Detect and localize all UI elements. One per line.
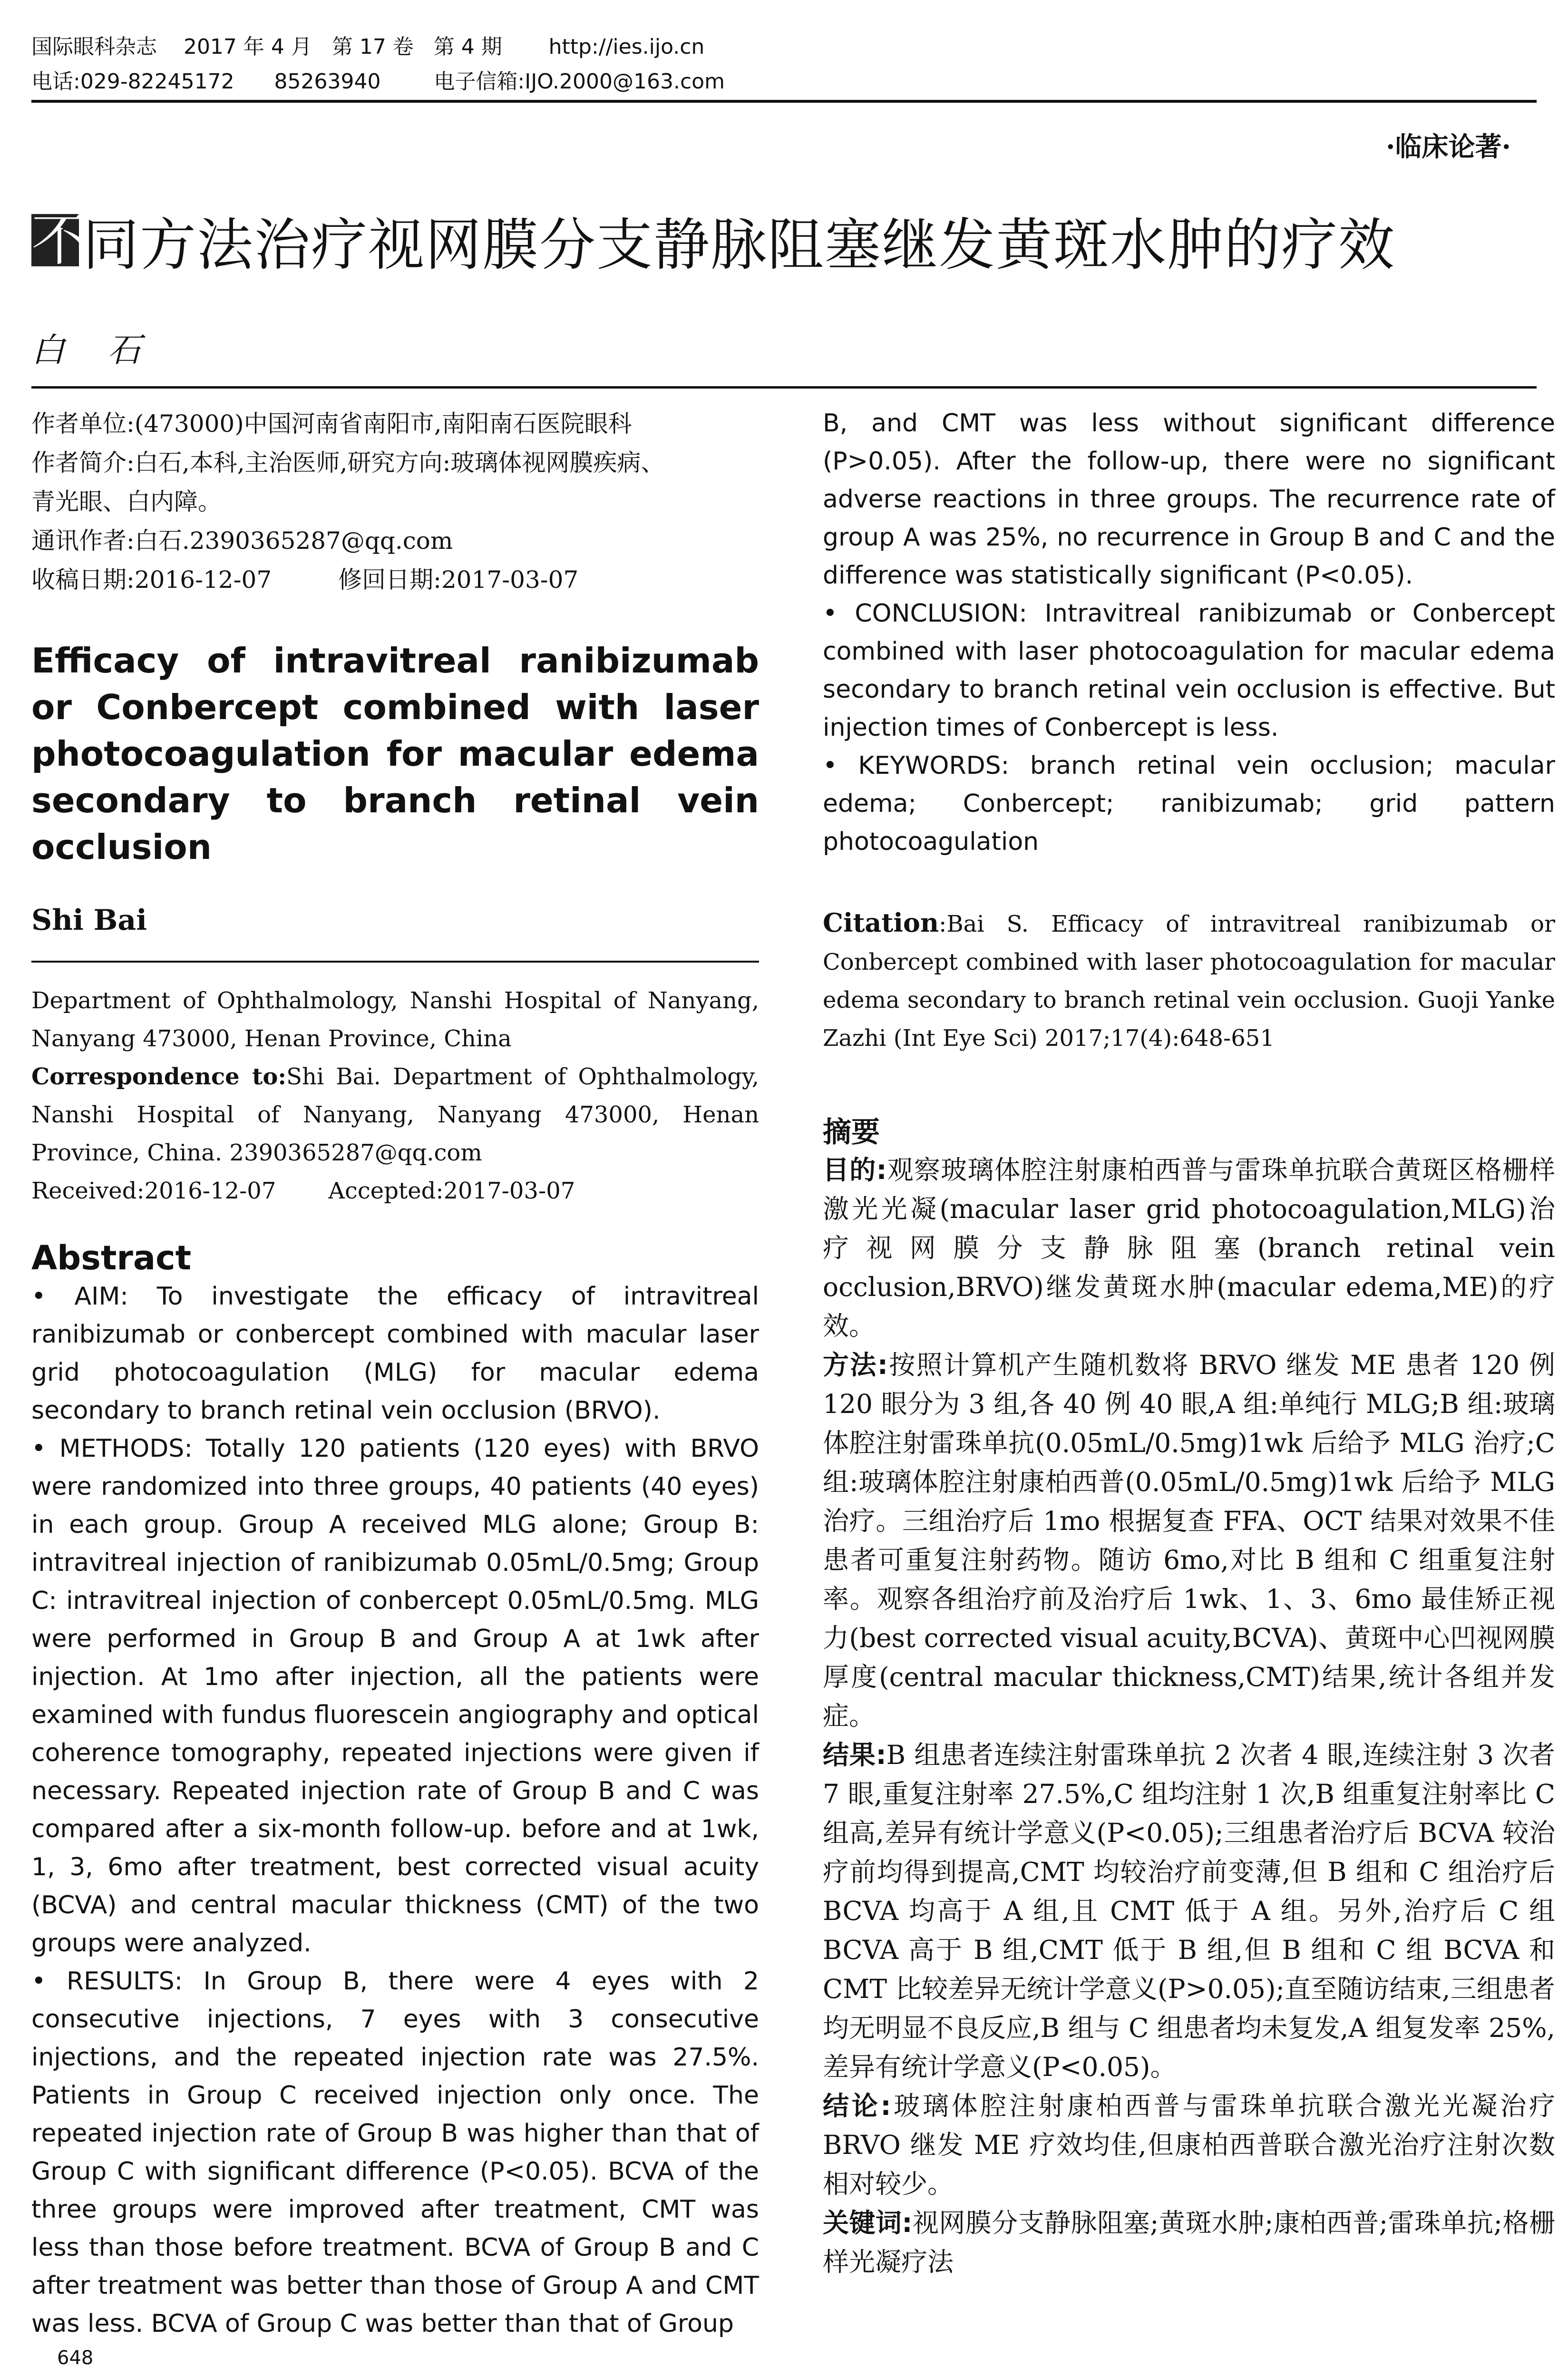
cn-conclusion-text: 玻璃体腔注射康柏西普与雷珠单抗联合激光光凝治疗 BRVO 继发 ME 疗效均佳,但康柏西普联合激光治疗注射次数相对较少。 — [823, 2091, 1555, 2199]
citation-label: Citation — [823, 907, 939, 938]
corresponding-author: 通讯作者:白石.2390365287@qq.com — [31, 527, 453, 555]
en-correspondence — [31, 1058, 759, 1172]
cn-conclusion-label: 结论: — [823, 2091, 891, 2121]
title-text: 同方法治疗视网膜分支静脉阻塞继发黄斑水肿的疗效 — [83, 212, 1396, 278]
citation — [823, 904, 1555, 1057]
author-unit: 作者单位:(473000)中国河南省南阳市,南阳南石医院眼科 — [31, 410, 632, 438]
section-label: ·临床论著· — [1386, 131, 1511, 163]
abstract-heading: Abstract — [31, 1238, 192, 1277]
page-number: 648 — [57, 2347, 94, 2369]
right-column — [823, 404, 1555, 2281]
abstract-keywords: • KEYWORDS: branch retinal vein occlusion; macular edema; Conbercept; ranibizumab; grid pattern photocoagulation — [823, 751, 1555, 856]
revised-date-cn: 修回日期:2017-03-07 — [338, 566, 579, 594]
correspondence-label: Correspondence to: — [31, 1063, 287, 1090]
cn-methods-label: 方法: — [823, 1350, 888, 1380]
en-affiliation: Department of Ophthalmology, Nanshi Hospital of Nanyang, Nanyang 473000, Henan Province, China — [31, 987, 759, 1052]
cn-methods-text: 按照计算机产生随机数将 BRVO 继发 ME 患者 120 例 120 眼分为 3 组,各 40 例 40 眼,A 组:单纯行 MLG;B 组:玻璃体腔注射雷珠单抗(0.05mL/0.5mg)1wk 后给予 MLG 治疗;C 组:玻璃体腔注射康柏西普(0.05mL/0.5mg)1wk 后给予 MLG 治疗。三组治疗后 1mo 根据复查 FFA、OCT 结果对效果不佳患者可重复注射药物。随访 6mo,对比 B 组和 C 组重复注射率。观察各组治疗前及治疗后 1wk、1、3、6mo 最佳矫正视力(best corrected visual acuity,BCVA)、黄斑中心凹视网膜厚度(central macular thickness,CMT)结果,统计各组并发症。 — [823, 1350, 1555, 1731]
author-rule — [31, 961, 759, 963]
received-date-en: Received:2016-12-07 — [31, 1178, 276, 1204]
abstract-conclusion: • CONCLUSION: Intravitreal ranibizumab or Conbercept combined with laser photocoagulation for macular edema secondary to branch retinal vein occlusion is effective. But injection times of Conbercept is less. — [823, 599, 1555, 742]
cn-results-label: 结果: — [823, 1740, 886, 1770]
cn-aim-label: 目的: — [823, 1155, 887, 1185]
author-bio-1: 作者简介:白石,本科,主治医师,研究方向:玻璃体视网膜疾病、 — [31, 449, 665, 477]
correspondence-text: Shi Bai. Department of Ophthalmology, Nanshi Hospital of Nanyang, Nanyang 473000, Henan Province, China. 2390365287@qq.com — [31, 1063, 759, 1166]
abstract-aim: • AIM: To investigate the efficacy of intravitreal ranibizumab or conbercept combined with macular laser grid photocoagulation (MLG) for macular edema secondary to branch retinal vein occlusion (BRVO). — [31, 1282, 759, 1425]
chinese-abstract-heading: 摘要 — [823, 1116, 880, 1149]
cn-aim-text: 观察玻璃体腔注射康柏西普与雷珠单抗联合黄斑区格栅样激光光凝(macular laser grid photocoagulation,MLG)治疗视网膜分支静脉阻塞(branch retinal vein occlusion,BRVO)继发黄斑水肿(macular edema,ME)的疗效。 — [823, 1155, 1555, 1341]
cn-keywords-label: 关键词: — [823, 2208, 913, 2238]
article-title-cn — [31, 200, 1395, 281]
citation-text: :Bai S. Efficacy of intravitreal ranibizumab or Conbercept combined with laser photocoagulation for macular edema secondary to branch retinal vein occlusion. Guoji Yanke Zazhi (Int Eye Sci) 2017;17(4):648-651 — [823, 911, 1555, 1052]
journal-header-line-2: 电话:029-82245172 85263940 电子信箱:IJO.2000@163.com — [31, 69, 725, 94]
en-dates — [31, 1172, 759, 1210]
article-title-en: Efficacy of intravitreal ranibizumab or Conbercept combined with laser photocoagulation for macular edema secondary to branch retinal vein occlusion — [31, 641, 759, 867]
author-cn: 白石 — [31, 331, 184, 370]
abstract-results: • RESULTS: In Group B, there were 4 eyes with 2 consecutive injections, 7 eyes with 3 consecutive injections, and the repeated injection rate was 27.5%. Patients in Group C received injection only once. The repeated injection rate of Group B was higher than that of Group C with significant difference (P<0.05). BCVA of the three groups were improved after treatment, CMT was less than those before treatment. BCVA of Group B and C after treatment was better than those of Group A and CMT was less. BCVA of Group C was better than that of Group — [31, 1967, 759, 2338]
abstract-results-continued: B, and CMT was less without significant difference (P>0.05). After the follow-up, there were no significant adverse reactions in three groups. The recurrence rate of group A was 25%, no recurrence in Group B and C and the difference was statistically significant (P<0.05). — [823, 409, 1555, 590]
author-en: Shi Bai — [31, 904, 147, 937]
cn-results-text: B 组患者连续注射雷珠单抗 2 次者 4 眼,连续注射 3 次者 7 眼,重复注射率 27.5%,C 组均注射 1 次,B 组重复注射率比 C 组高,差异有统计学意义(P<0.05);三组患者治疗后 BCVA 较治疗前均得到提高,CMT 均较治疗前变薄,但 B 组和 C 组治疗后 BCVA 均高于 A 组,且 CMT 低于 A 组。另外,治疗后 C 组 BCVA 高于 B 组,CMT 低于 B 组,但 B 组和 C 组 BCVA 和 CMT 比较差异无统计学意义(P>0.05);直至随访结束,三组患者均无明显不良反应,B 组与 C 组患者均未复发,A 组复发率 25%,差异有统计学意义(P<0.05)。 — [823, 1740, 1556, 2082]
title-rule — [31, 386, 1537, 389]
accepted-date-en: Accepted:2017-03-07 — [328, 1178, 575, 1204]
cn-meta — [31, 404, 759, 599]
received-date-cn: 收稿日期:2016-12-07 — [31, 566, 272, 594]
abstract-methods: • METHODS: Totally 120 patients (120 eyes) with BRVO were randomized into three groups, 40 patients (40 eyes) in each group. Group A received MLG alone; Group B: intravitreal injection of ranibizumab 0.05mL/0.5mg; Group C: intravitreal injection of conbercept 0.05mL/0.5mg. MLG were performed in Group B and Group A at 1wk after injection. At 1mo after injection, all the patients were examined with fundus fluorescein angiography and optical coherence tomography, repeated injections were given if necessary. Repeated injection rate of Group B and C was compared after a six-month follow-up. before and at 1wk, 1, 3, 6mo after treatment, best corrected visual acuity (BCVA) and central macular thickness (CMT) of the two groups were analyzed. — [31, 1434, 759, 1958]
cn-aim — [823, 1150, 1555, 1345]
cn-keywords — [823, 2203, 1555, 2281]
dates-cn — [31, 560, 759, 599]
journal-header-line-1: 国际眼科杂志 2017 年 4 月 第 17 卷 第 4 期 http://ies.ijo.cn — [31, 35, 705, 59]
author-bio-2: 青光眼、白内障。 — [31, 488, 222, 516]
left-column — [31, 404, 759, 2343]
header-rule — [31, 100, 1537, 103]
title-first-character: 不 — [31, 207, 89, 273]
cn-keywords-text: 视网膜分支静脉阻塞;黄斑水肿;康柏西普;雷珠单抗;格栅样光凝疗法 — [823, 2208, 1556, 2277]
cn-conclusion — [823, 2086, 1555, 2203]
cn-methods — [823, 1345, 1555, 1735]
cn-results — [823, 1735, 1555, 2086]
